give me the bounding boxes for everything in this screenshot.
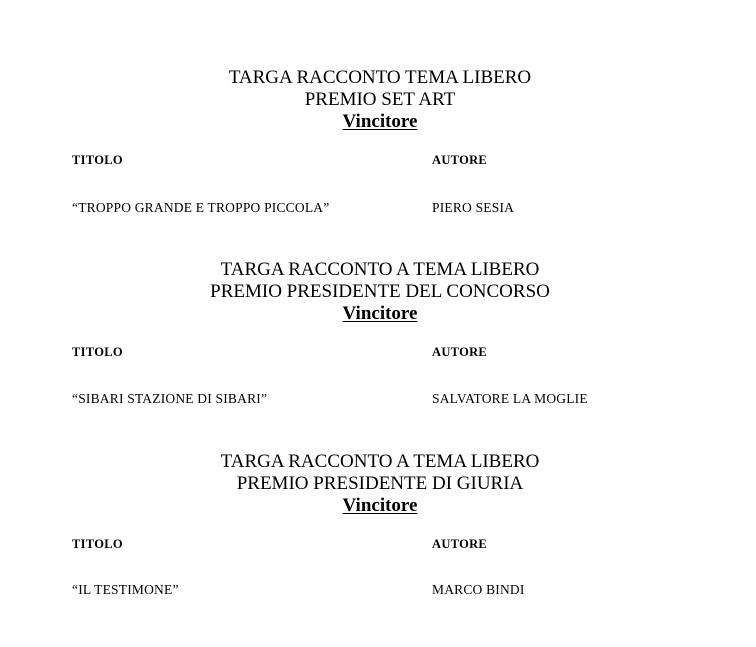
award-heading (2, 259, 756, 325)
story-author: SALVATORE LA MOGLIE (432, 391, 588, 406)
story-title: “SIBARI STAZIONE DI SIBARI” (72, 391, 268, 406)
award-heading-line1: TARGA RACCONTO TEMA LIBERO (228, 67, 532, 88)
author-column-label: AUTORE (432, 153, 488, 167)
story-author: PIERO SESIA (432, 200, 515, 215)
award-heading-line2: PREMIO SET ART (304, 89, 456, 110)
winner-label: Vincitore (342, 111, 418, 132)
author-column-label: AUTORE (432, 537, 488, 551)
title-column-label: TITOLO (72, 345, 123, 359)
award-heading-line1: TARGA RACCONTO A TEMA LIBERO (220, 451, 540, 472)
winner-label: Vincitore (342, 303, 418, 324)
award-heading-line2: PREMIO PRESIDENTE DEL CONCORSO (210, 281, 550, 302)
story-title: “TROPPO GRANDE E TROPPO PICCOLA” (72, 200, 330, 215)
story-author: MARCO BINDI (432, 582, 525, 597)
author-column-label: AUTORE (432, 345, 488, 359)
award-heading-line1: TARGA RACCONTO A TEMA LIBERO (220, 259, 540, 280)
award-heading-line2: PREMIO PRESIDENTE DI GIURIA (236, 473, 524, 494)
title-column-label: TITOLO (72, 153, 123, 167)
title-column-label: TITOLO (72, 537, 123, 551)
story-title: “IL TESTIMONE” (72, 582, 179, 597)
winner-label: Vincitore (342, 495, 418, 516)
award-heading (2, 451, 756, 517)
award-heading (2, 67, 756, 133)
